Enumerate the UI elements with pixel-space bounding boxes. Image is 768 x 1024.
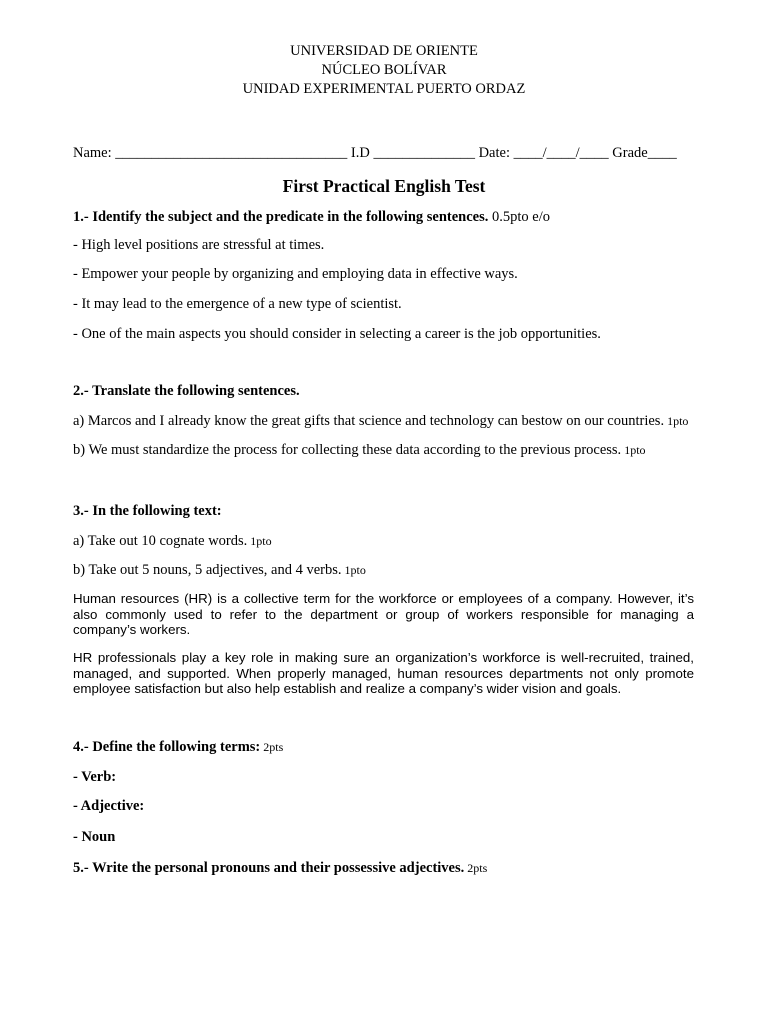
question-5-points: 2pts [464, 861, 488, 875]
header-university: UNIVERSIDAD DE ORIENTE [290, 43, 478, 59]
q3-task-a-points: 1pto [247, 534, 272, 548]
question-5 [73, 860, 487, 877]
test-title: First Practical English Test [282, 176, 486, 196]
question-1-label: 1.- Identify the subject and the predicate in the following sentences. [73, 209, 489, 225]
q2-sentence-a [73, 413, 688, 430]
question-2-label: 2.- Translate the following sentences. [73, 383, 300, 399]
q2-sentence-a-points: 1pto [664, 414, 689, 428]
q1-sentence-1: - High level positions are stressful at times. [73, 237, 325, 253]
q3-task-a-text: a) Take out 10 cognate words. [73, 533, 248, 549]
question-5-label: 5.- Write the personal pronouns and their possessive adjectives. [73, 860, 465, 876]
reading-paragraph-2: HR professionals play a key role in making sure an organization’s workforce is well-recruited, trained, managed, and supported. When properly managed, human resources departments not only promote employee satisfaction but also help establish and realize a company’s wider vision and goals. [73, 650, 694, 696]
q3-task-b-points: 1pto [341, 563, 366, 577]
question-4-label: 4.- Define the following terms: [73, 739, 261, 755]
question-4-points: 2pts [260, 740, 284, 754]
q3-task-a [73, 533, 272, 550]
q1-sentence-3: - It may lead to the emergence of a new type of scientist. [73, 296, 402, 312]
q1-sentence-2: - Empower your people by organizing and employing data in effective ways. [73, 266, 518, 282]
q2-sentence-b-text: b) We must standardize the process for collecting these data according to the previous process. [73, 442, 622, 458]
q1-sentence-4: - One of the main aspects you should consider in selecting a career is the job opportunities. [73, 326, 601, 342]
q4-term-verb: - Verb: [73, 769, 117, 785]
question-1 [73, 209, 550, 226]
question-4 [73, 739, 283, 756]
q3-task-b-text: b) Take out 5 nouns, 5 adjectives, and 4 verbs. [73, 562, 342, 578]
question-3-label: 3.- In the following text: [73, 503, 222, 519]
question-1-points: 0.5pto e/o [488, 209, 551, 225]
student-info-line: Name: ________________________________ I.D ______________ Date: ____/____/____ Grade____ [73, 145, 677, 161]
q2-sentence-a-text: a) Marcos and I already know the great gifts that science and technology can bestow on our countries. [73, 413, 665, 429]
q4-term-adjective: - Adjective: [73, 798, 145, 814]
q4-term-noun: - Noun [73, 829, 116, 845]
header-unit: UNIDAD EXPERIMENTAL PUERTO ORDAZ [242, 81, 526, 97]
q3-task-b [73, 562, 366, 579]
reading-paragraph-1: Human resources (HR) is a collective term for the workforce or employees of a company. However, it’s also commonly used to refer to the department or group of workers responsible for managing a company’s workers. [73, 591, 694, 637]
header-nucleus: NÚCLEO BOLÍVAR [321, 62, 447, 78]
q2-sentence-b [73, 442, 646, 459]
q2-sentence-b-points: 1pto [621, 443, 646, 457]
